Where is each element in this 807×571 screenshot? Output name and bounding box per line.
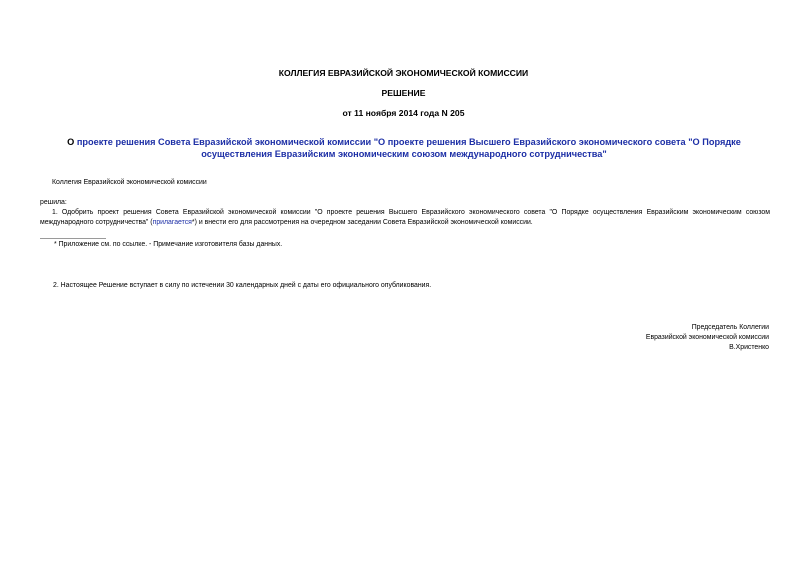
footnote: * Приложение см. по ссылке. - Примечание изготовителя базы данных. [54, 241, 283, 248]
item-1-text-end: *) и внести его для рассмотрения на очередном заседании Совета Евразийской экономической комиссии. [191, 219, 533, 226]
title-prefix: О [67, 137, 77, 147]
item-2-paragraph: 2. Настоящее Решение вступает в силу по истечении 30 календарных дней с даты его официального опубликования. [53, 282, 432, 289]
signature-position: Председатель Коллегии [691, 324, 769, 331]
collegium-paragraph: Коллегия Евразийской экономической комиссии [52, 179, 207, 186]
signature-name: В.Христенко [729, 344, 769, 351]
item-1-text-start: 1. Одобрить проект решения Совета Евразийской экономической комиссии "О проекте решения Высшего Евразийского экономического совета "О Порядке осуществления Евразийским экономическим союзом международного сотрудничества" ( [40, 209, 770, 226]
item-1-paragraph [40, 208, 770, 228]
document-title [36, 137, 772, 160]
document-date-heading: от 11 ноября 2014 года N 205 [342, 108, 465, 118]
title-link[interactable]: проекте решения Совета Евразийской экономической комиссии "О проекте решения Высшего Евразийского экономического совета "О Порядке осуществления Евразийским экономическим союзом международного сотрудничества" [76, 137, 741, 159]
organization-heading: КОЛЛЕГИЯ ЕВРАЗИЙСКОЙ ЭКОНОМИЧЕСКОЙ КОМИССИИ [278, 68, 529, 78]
signature-organization: Евразийской экономической комиссии [645, 334, 769, 341]
footnote-divider [40, 238, 106, 239]
document-type-heading: РЕШЕНИЕ [381, 88, 426, 98]
appendix-link[interactable]: прилагается [152, 219, 192, 226]
decided-paragraph: решила: [40, 199, 67, 206]
